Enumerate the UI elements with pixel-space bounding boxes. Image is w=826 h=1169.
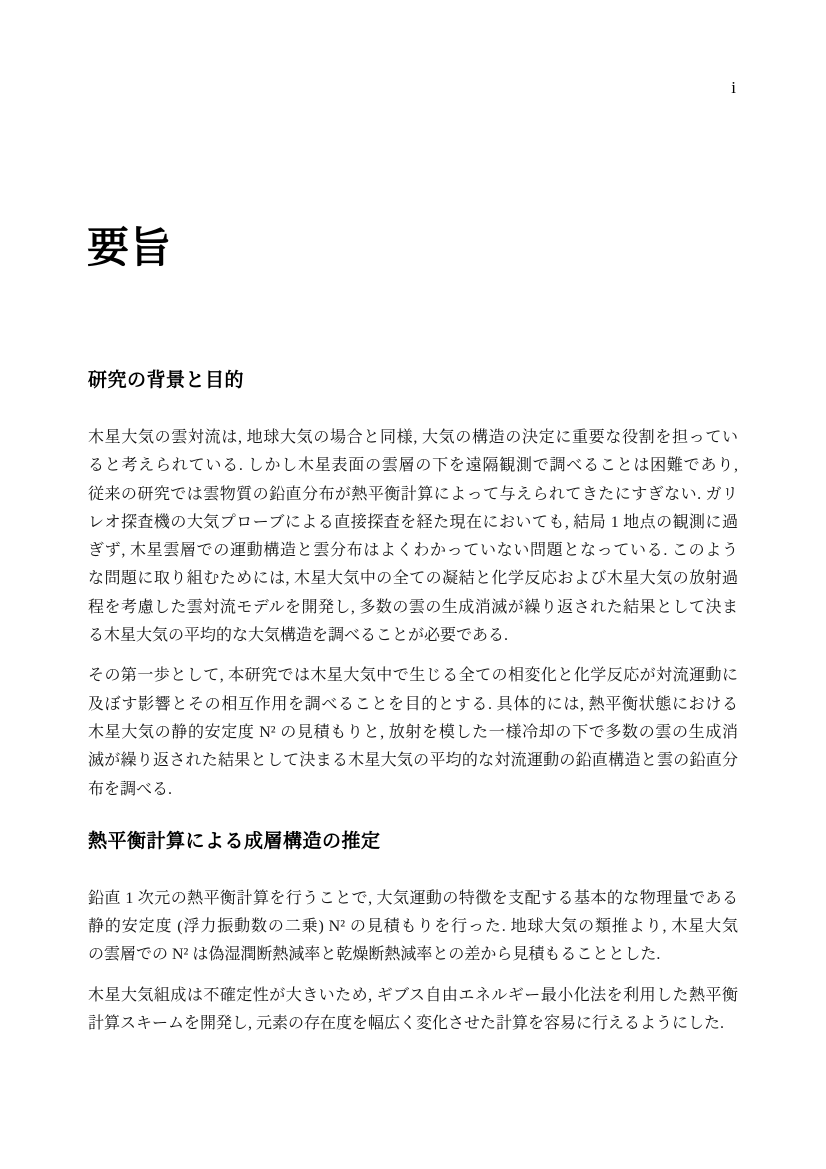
paragraph <box>88 982 738 1039</box>
paragraph-line: レオ探査機の大気プローブによる直接探査を経た現在においても, 結局 1 地点の観測に過 <box>88 513 738 531</box>
paragraph-line: 木星大気の雲対流は, 地球大気の場合と同様, 大気の構造の決定に重要な役割を担ってい <box>88 429 738 446</box>
paragraph-line: 木星大気の静的安定度 N² の見積もりと, 放射を模した一様冷却の下で多数の雲の生成消 <box>88 723 738 741</box>
paragraph-line: 及ぼす影響とその相互作用を調べることを目的とする. 具体的には, 熱平衡状態における <box>88 695 738 713</box>
paragraph-line: 木星大気組成は不確定性が大きいため, ギブス自由エネルギー最小化法を利用した熱平衡 <box>88 986 738 1004</box>
paragraph <box>88 424 738 650</box>
paragraph <box>88 885 738 970</box>
section-heading: 研究の背景と目的 <box>88 370 245 391</box>
paragraph-line: な問題に取り組むためには, 木星大気中の全ての凝結と化学反応および木星大気の放射過 <box>88 570 738 588</box>
abstract-content <box>88 369 738 1050</box>
paragraph-line: る木星大気の平均的な大気構造を調べることが必要である. <box>88 627 509 645</box>
paragraph-line: 滅が繰り返された結果として決まる木星大気の平均的な対流運動の鉛直構造と雲の鉛直分 <box>88 752 738 770</box>
paragraph-line: ると考えられている. しかし木星表面の雲層の下を遠隔観測で調べることは困難であり, <box>88 457 738 475</box>
paragraph <box>88 662 738 803</box>
section <box>88 830 738 1038</box>
page-title: 要旨 <box>87 224 172 271</box>
paragraph-line: 静的安定度 (浮力振動数の二乗) N² の見積もりを行った. 地球大気の類推より, 木星大気 <box>88 918 738 936</box>
paragraph-line: 程を考慮した雲対流モデルを開発し, 多数の雲の生成消滅が繰り返された結果として決ま <box>88 598 738 616</box>
section <box>88 369 738 804</box>
paragraph-line: ぎず, 木星雲層での運動構造と雲分布はよくわかっていない問題となっている. このよう <box>88 542 738 560</box>
paragraph-line: 布を調べる. <box>88 780 173 798</box>
paragraph-line: の雲層での N² は偽湿潤断熱減率と乾燥断熱減率との差から見積もることとした. <box>88 946 661 964</box>
paragraph-line: 従来の研究では雲物質の鉛直分布が熱平衡計算によって与えられてきたにすぎない. ガリ <box>88 485 738 503</box>
paragraph-line: その第一歩として, 本研究では木星大気中で生じる全ての相変化と化学反応が対流運動に <box>88 667 738 685</box>
page-number: i <box>731 78 736 97</box>
paragraph-line: 計算スキームを開発し, 元素の存在度を幅広く変化させた計算を容易に行えるようにした. <box>88 1015 725 1033</box>
section-heading: 熱平衡計算による成層構造の推定 <box>88 830 381 852</box>
paragraph-line: 鉛直 1 次元の熱平衡計算を行うことで, 大気運動の特徴を支配する基本的な物理量である <box>88 889 738 907</box>
